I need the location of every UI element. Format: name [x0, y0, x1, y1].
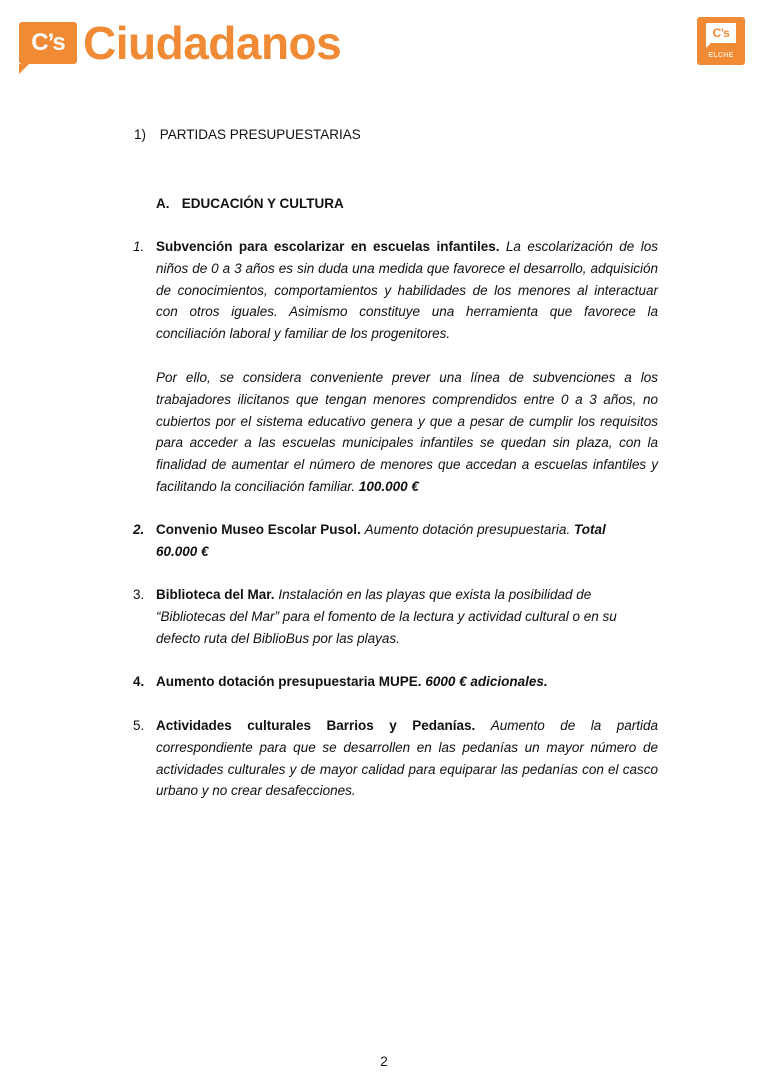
page-number: 2 [380, 1053, 388, 1069]
list-item-3 [133, 584, 652, 649]
elche-badge-text: C’s [712, 26, 730, 40]
section-heading [134, 124, 361, 146]
subsection-title: EDUCACIÓN Y CULTURA [181, 196, 344, 211]
ciudadanos-logo [19, 18, 341, 70]
speech-bubble-icon [19, 22, 77, 64]
item-marker: 4. [133, 674, 145, 689]
item-text: La escolarización de los niños de 0 a 3 años es sin duda una medida que favorece el desarrollo, adquisición de conocimientos, comportamientos y habilidades de los menores al interactuar con otros iguales. Asimismo constituye una herramienta que favorece la conciliación laboral y familiar de los progenitores. [156, 239, 658, 342]
item-amount: 100.000 € [358, 478, 419, 494]
logo-wordmark: Ciudadanos [83, 17, 342, 69]
elche-label: ELCHE [708, 52, 734, 59]
item-text: Por ello, se considera conveniente prever una línea de subvenciones a los trabajadores ilicitanos que tengan menores comprendidos entre 0 a 3 años, no cubiertos por el sistema educativo genera y que a pesar de cumplir los requisitos para acceder a las escuelas municipales infantiles se quedan sin plaza, con la finalidad de aumentar el número de menores que accedan a escuelas infantiles y facilitando la conciliación familiar. [156, 370, 658, 494]
item-text: Instalación en las playas que exista la posibilidad de “Bibliotecas del Mar” para el fomento de la lectura y actividad cultural o en su defecto ruta del BiblioBus por las playas. [156, 587, 617, 646]
list-item-5 [133, 715, 658, 802]
subsection-heading [156, 193, 344, 215]
list-item-1 [133, 236, 658, 345]
item-title: Aumento dotación presupuestaria MUPE. [156, 674, 422, 689]
item-text: Aumento dotación presupuestaria. [364, 522, 571, 537]
item-marker: 5. [133, 718, 145, 733]
item-text: Aumento de la partida correspondiente para que se desarrollen en las pedanías un mayor número de actividades culturales y de mayor calidad para equiparar las pedanías con el casco urbano y no crear desafecciones. [156, 718, 658, 799]
logo-badge-text: C’s [31, 29, 65, 56]
list-item-1-paragraph-2 [156, 367, 658, 498]
elche-logo [697, 17, 745, 65]
item-marker: 2. [133, 522, 145, 537]
section-number: 1) [134, 127, 147, 142]
item-title: Convenio Museo Escolar Pusol. [156, 522, 361, 537]
item-title: Subvención para escolarizar en escuelas infantiles. [156, 239, 500, 254]
list-item-2 [133, 519, 626, 563]
item-title: Actividades culturales Barrios y Pedanías. [156, 718, 476, 733]
section-title: PARTIDAS PRESUPUESTARIAS [159, 127, 361, 142]
item-marker: 1. [133, 239, 145, 254]
list-item-4 [133, 671, 658, 693]
item-amount: Total 60.000 € [156, 522, 606, 559]
subsection-number: A. [156, 196, 170, 211]
item-amount: 6000 € adicionales. [425, 674, 548, 689]
speech-bubble-icon [706, 23, 736, 43]
item-title: Biblioteca del Mar. [156, 587, 275, 602]
item-marker: 3. [133, 587, 145, 602]
